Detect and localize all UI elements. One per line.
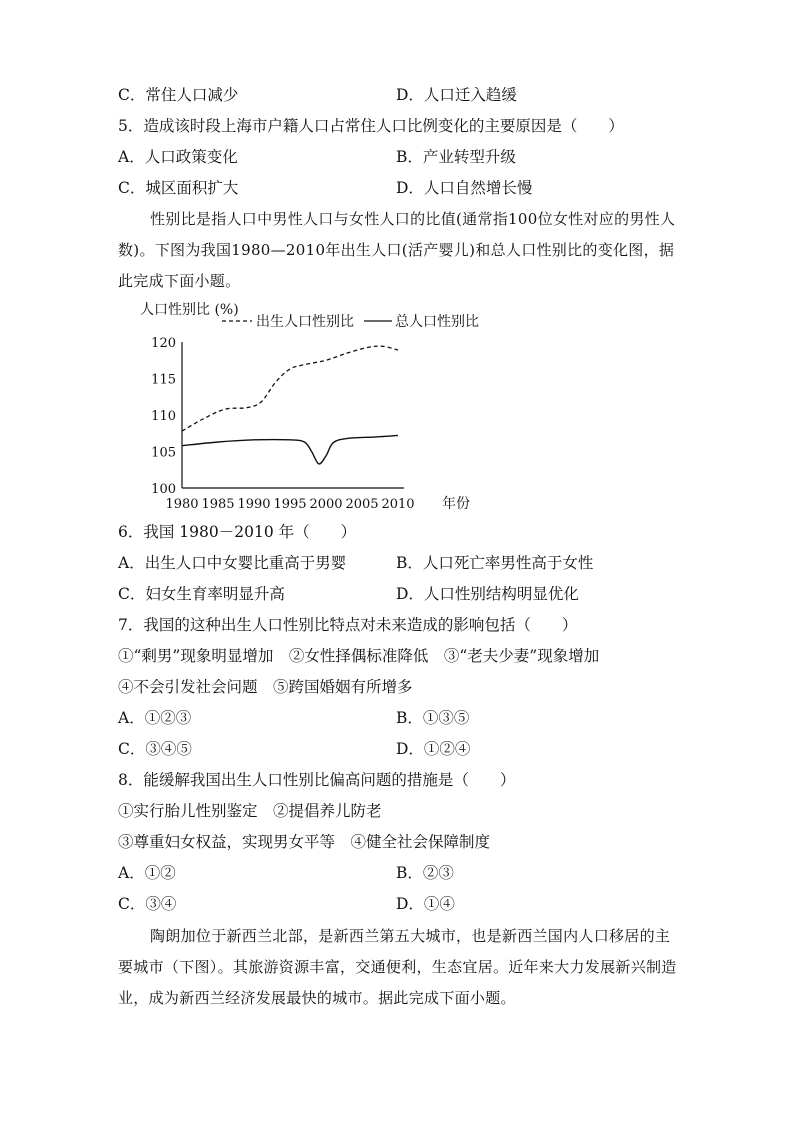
series-total-sex-ratio xyxy=(182,435,398,464)
q6-stem: 6．我国 1980－2010 年（ ） xyxy=(118,523,357,541)
q5-option-d: D．人口自然增长慢 xyxy=(396,179,533,197)
q7-option-c: C．③④⑤ xyxy=(118,740,192,758)
q4-option-c: C．常住人口减少 xyxy=(118,86,239,104)
y-tick-label-105: 105 xyxy=(151,445,176,461)
passage-tauranga: 陶朗加位于新西兰北部，是新西兰第五大城市，也是新西兰国内人口移居的主要城市（下图）。其旅游资源丰富，交通便利，生态宜居。近年来大力发展新兴制造业，成为新西兰经济发展最快的城市。据此完成下面小题。 xyxy=(118,927,677,1007)
x-tick-label-2010: 2010 xyxy=(381,497,415,512)
y-tick-label-115: 115 xyxy=(151,372,176,388)
legend-total-ratio-label: 总人口性别比 xyxy=(395,314,479,330)
q6-option-c: C．妇女生育率明显升高 xyxy=(118,585,285,603)
q5-option-a: A．人口政策变化 xyxy=(118,148,238,166)
q5-stem: 5．造成该时段上海市户籍人口占常住人口比例变化的主要原因是（ ） xyxy=(118,117,624,135)
q6-option-a: A．出生人口中女婴比重高于男婴 xyxy=(118,554,347,572)
y-tick-label-100: 100 xyxy=(151,482,176,497)
q8-stem: 8．能缓解我国出生人口性别比偏高问题的措施是（ ） xyxy=(118,771,516,789)
chart-legend xyxy=(222,313,479,330)
series-birth-sex-ratio xyxy=(182,346,398,431)
q8-option-a: A．①② xyxy=(118,864,176,882)
q8-option-d: D．①④ xyxy=(396,895,455,913)
q7-stem: 7．我国的这种出生人口性别比特点对未来造成的影响包括（ ） xyxy=(118,616,578,634)
y-axis-label: 人口性别比 (%) xyxy=(140,302,239,318)
x-tick-label-1980: 1980 xyxy=(165,497,199,512)
q7-option-b: B．①③⑤ xyxy=(396,709,470,727)
q6-option-d: D．人口性别结构明显优化 xyxy=(396,585,579,603)
q8-option-c: C．③④ xyxy=(118,895,177,913)
x-tick-label-1985: 1985 xyxy=(201,497,235,512)
q7-option-a: A．①②③ xyxy=(118,709,192,727)
q7-statements-1: ①“剩男”现象明显增加 ②女性择偶标准降低 ③“老夫少妻”现象增加 xyxy=(118,647,600,665)
x-tick-label-2000: 2000 xyxy=(309,497,343,512)
q5-option-b: B．产业转型升级 xyxy=(396,148,516,166)
q7-statements-2: ④不会引发社会问题 ⑤跨国婚姻有所增多 xyxy=(118,678,413,696)
q6-option-b: B．人口死亡率男性高于女性 xyxy=(396,554,594,572)
q7-option-d: D．①②④ xyxy=(396,740,471,758)
q5-option-c: C．城区面积扩大 xyxy=(118,179,239,197)
x-tick-label-2005: 2005 xyxy=(345,497,379,512)
y-tick-label-110: 110 xyxy=(151,409,176,424)
x-axis-label: 年份 xyxy=(442,496,470,512)
q8-statements-1: ①实行胎儿性别鉴定 ②提倡养儿防老 xyxy=(118,802,382,820)
q4-option-d: D．人口迁入趋缓 xyxy=(396,86,517,104)
x-tick-label-1990: 1990 xyxy=(237,497,271,512)
x-tick-label-1995: 1995 xyxy=(273,497,307,512)
passage-sex-ratio: 性别比是指人口中男性人口与女性人口的比值(通常指100位女性对应的男性人数)。下图为我国1980—2010年出生人口(活产婴儿)和总人口性别比的变化图，据此完成下面小题。 xyxy=(118,210,676,290)
sex-ratio-line-chart xyxy=(140,300,500,515)
y-tick-label-120: 120 xyxy=(151,336,176,351)
q8-statements-2: ③尊重妇女权益，实现男女平等 ④健全社会保障制度 xyxy=(118,833,491,851)
q8-option-b: B．②③ xyxy=(396,864,454,882)
legend-birth-ratio-label: 出生人口性别比 xyxy=(256,314,354,330)
